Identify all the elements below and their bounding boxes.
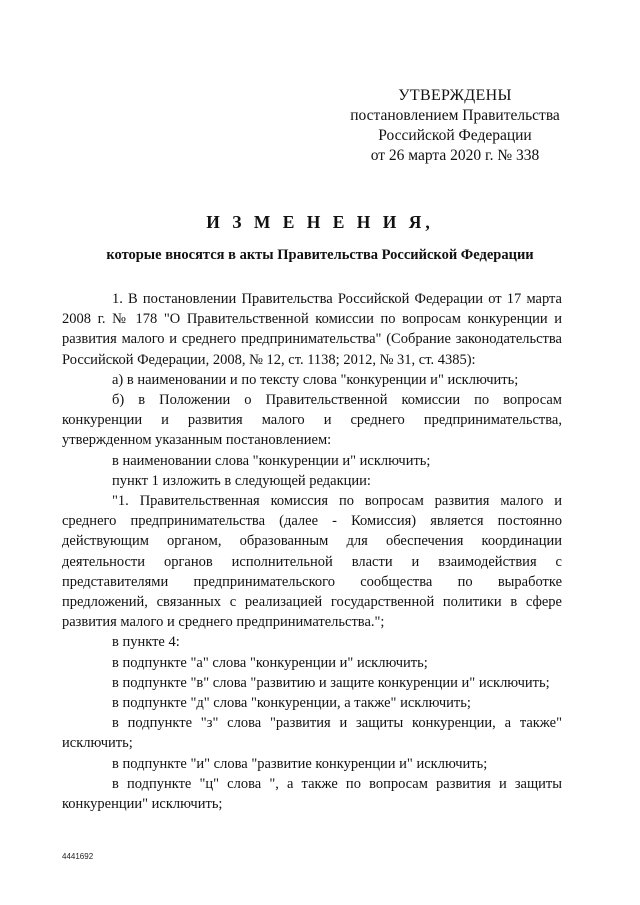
- paragraph-12: в подпункте "и" слова "развитие конкуренции и" исключить;: [112, 755, 488, 772]
- paragraph-8: в подпункте "а" слова "конкуренции и" исключить;: [112, 654, 428, 671]
- paragraph-10: в подпункте "д" слова "конкуренции, а также" исключить;: [112, 695, 471, 712]
- paragraph-1: 1. В постановлении Правительства Российской Федерации от 17 марта 2008 г. № 178 "О Правительственной комиссии по вопросам конкуренции и развития малого и среднего предпринимательства" (Собрание законодательства Российской Федерации, 2008, № 12, ст. 1138; 2012, № 31, ст. 4385):: [62, 291, 562, 368]
- paragraph-3: б) в Положении о Правительственной комиссии по вопросам конкуренции и развития малого и среднего предпринимательства, утвержденном указанным постановлением:: [62, 392, 562, 449]
- document-title: И З М Е Н Е Н И Я,: [206, 212, 434, 232]
- paragraph-9: в подпункте "в" слова "развитию и защите конкуренции и" исключить;: [112, 674, 550, 691]
- paragraph-5: пункт 1 изложить в следующей редакции:: [112, 472, 371, 489]
- paragraph-7: в пункте 4:: [112, 634, 180, 651]
- approval-stamp: [330, 86, 580, 166]
- document-id: 4441692: [62, 852, 94, 861]
- paragraph-13: в подпункте "ц" слова ", а также по вопросам развития и защиты конкуренции" исключить;: [62, 775, 562, 813]
- document-subtitle: которые вносятся в акты Правительства Российской Федерации: [106, 247, 534, 263]
- approval-line-2: Российской Федерации: [378, 127, 532, 144]
- approval-line-1: постановлением Правительства: [350, 107, 560, 124]
- document-body: [62, 289, 562, 814]
- paragraph-6: "1. Правительственная комиссия по вопросам развития малого и среднего предпринимательства (далее - Комиссия) является постоянно действующим органом, образованным для обеспечения координации деятельности органов исполнительной власти и взаимодействия с представителями предпринимательского сообщества по выработке предложений, связанных с реализацией государственной политики в сфере развития малого и среднего предпринимательства.";: [62, 493, 562, 631]
- paragraph-2: а) в наименовании и по тексту слова "конкуренции и" исключить;: [112, 371, 519, 388]
- approval-line-3: от 26 марта 2020 г. № 338: [370, 147, 540, 164]
- paragraph-11: в подпункте "з" слова "развития и защиты конкуренции, а также" исключить;: [62, 715, 562, 752]
- paragraph-4: в наименовании слова "конкуренции и" исключить;: [112, 452, 431, 469]
- approval-title: УТВЕРЖДЕНЫ: [398, 87, 512, 104]
